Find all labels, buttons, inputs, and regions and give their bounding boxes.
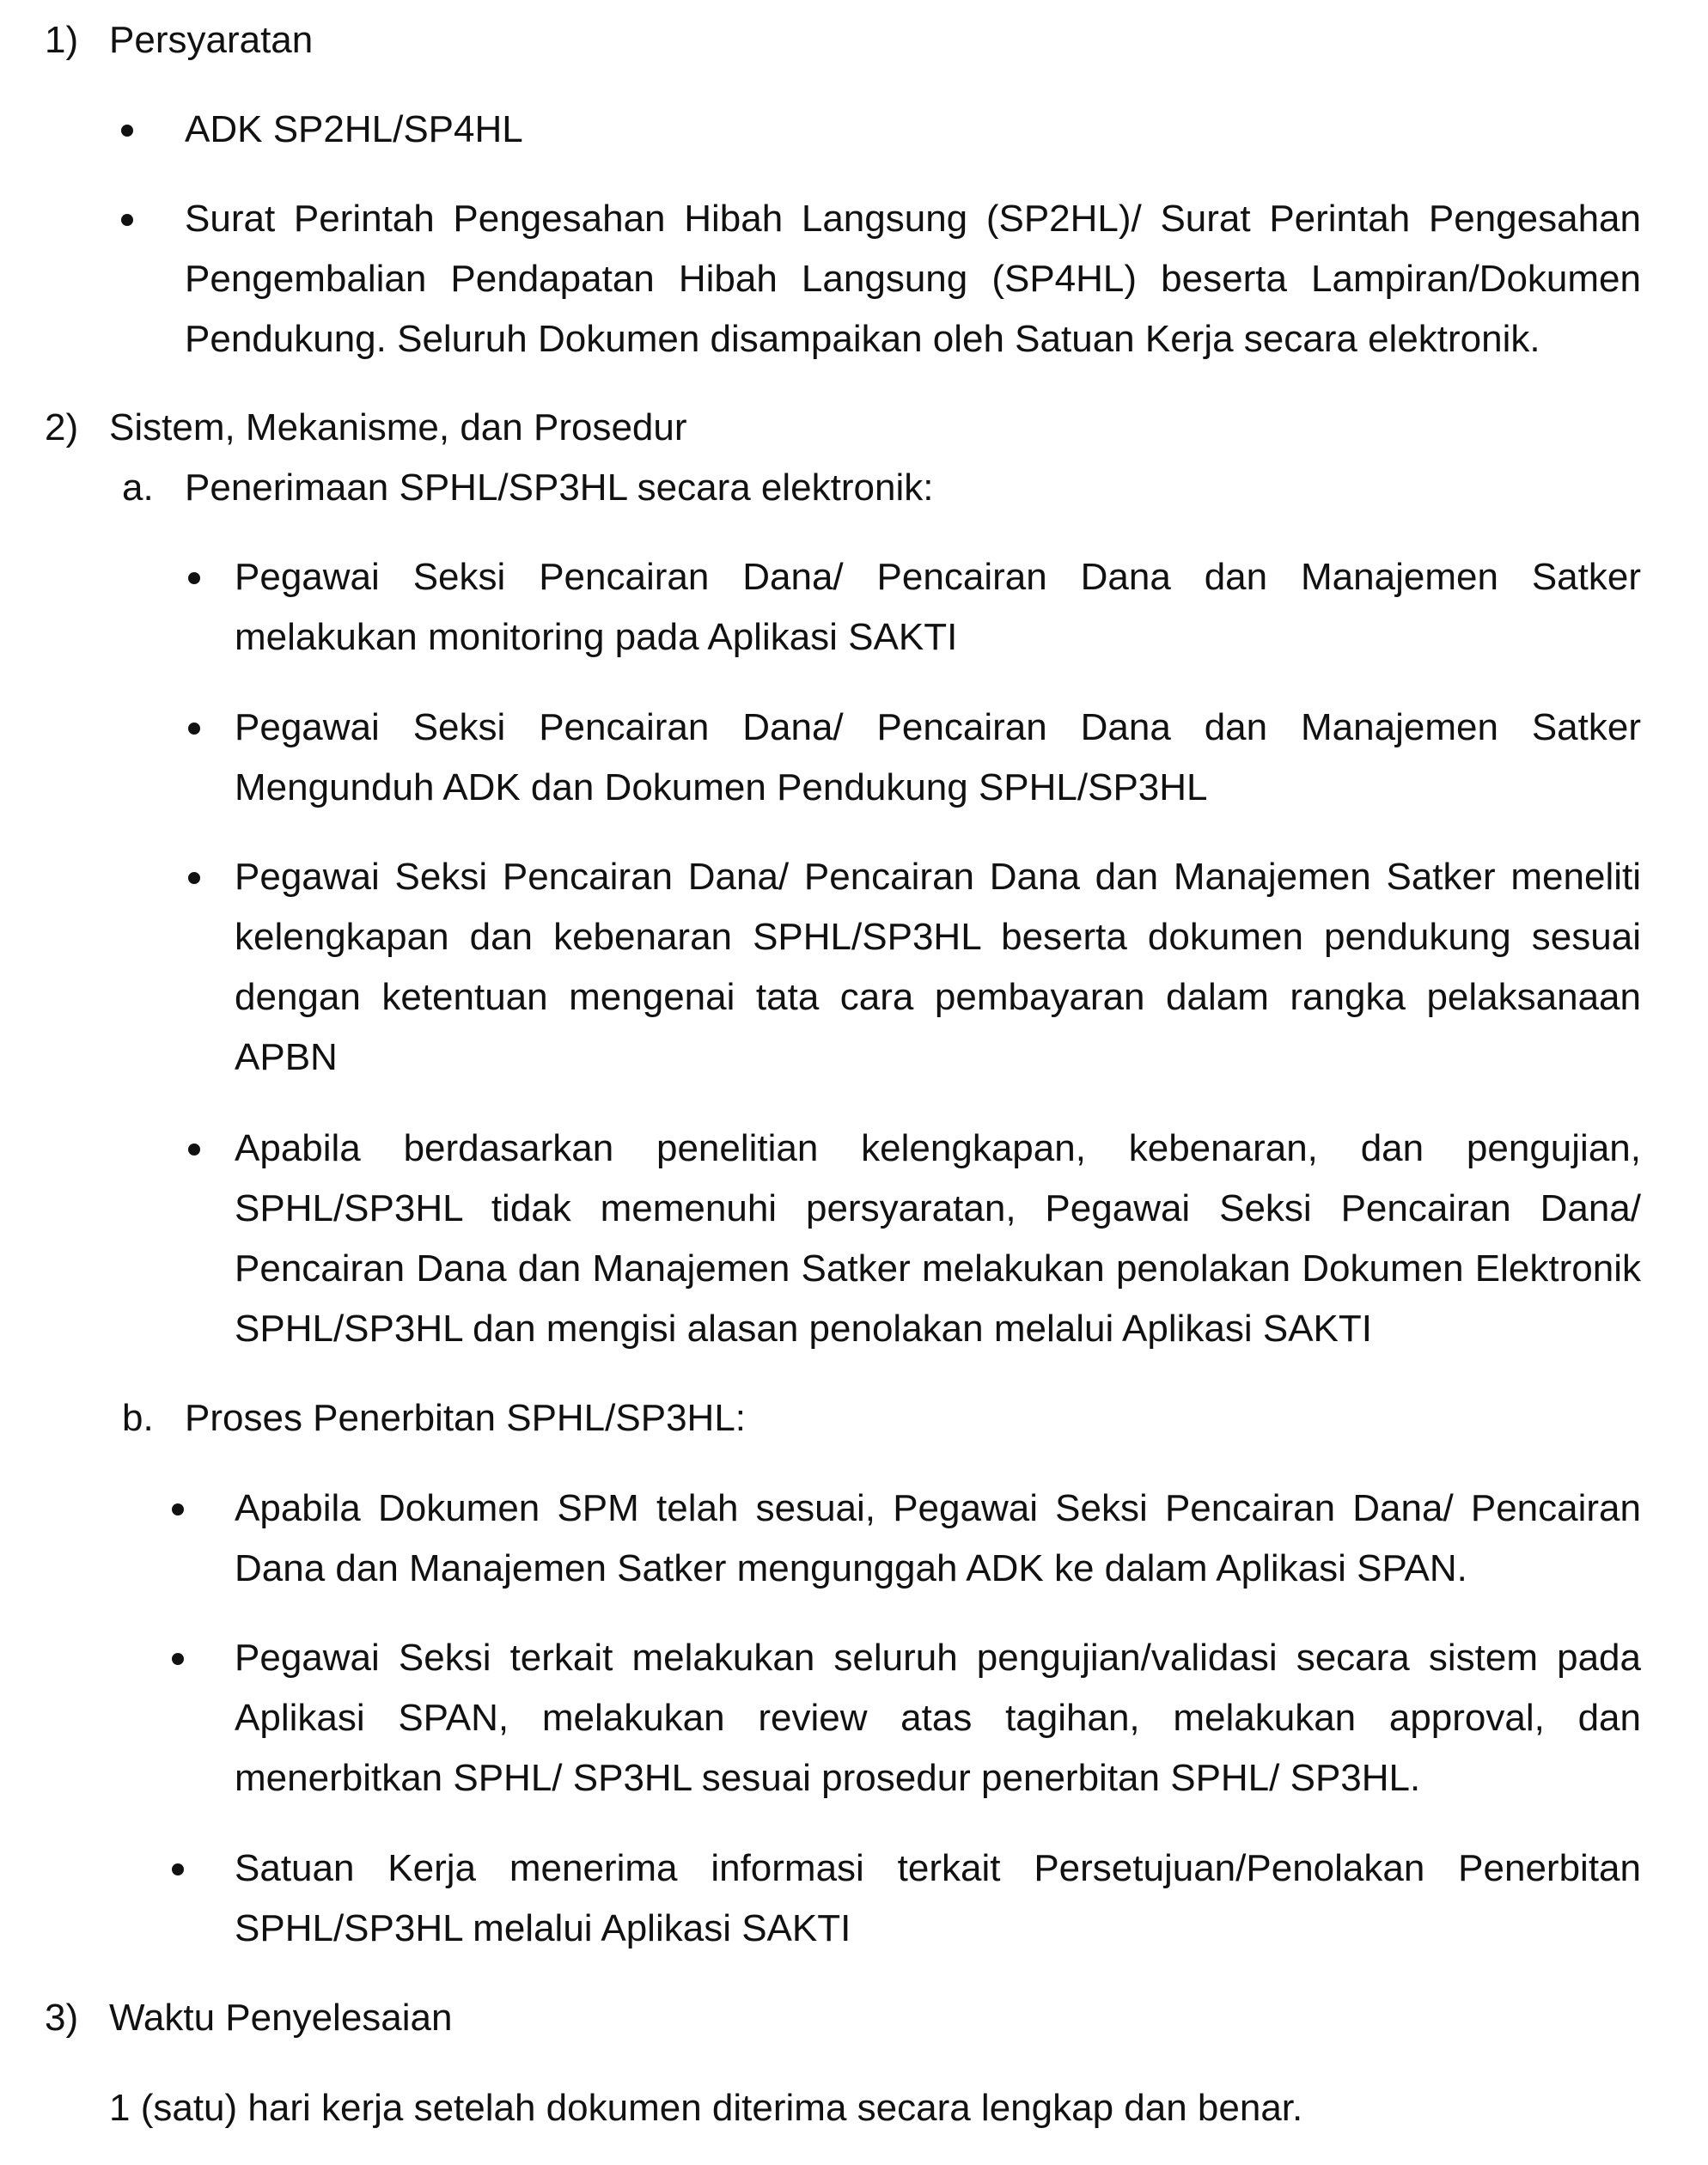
section-title: Persyaratan: [109, 19, 314, 61]
bullet-icon: [172, 1653, 184, 1665]
list-item: [0, 1628, 1708, 1808]
list-item-text: Satuan Kerja menerima informasi terkait Persetujuan/Penolakan Penerbitan SPHL/SP3HL melalui Aplikasi SAKTI: [235, 1847, 1641, 1949]
subsection-letter: b.: [122, 1397, 154, 1439]
section-body: [0, 2078, 1708, 2138]
subsection-b-heading: [0, 1388, 1708, 1448]
list-item-text: Apabila Dokumen SPM telah sesuai, Pegawai Seksi Pencairan Dana/ Pencairan Dana dan Manajemen Satker mengunggah ADK ke dalam Aplikasi SPAN.: [235, 1487, 1641, 1589]
list-item: [0, 189, 1708, 369]
list-item-text: Pegawai Seksi Pencairan Dana/ Pencairan Dana dan Manajemen Satker melakukan monitoring pada Aplikasi SAKTI: [235, 556, 1641, 658]
list-item: [0, 100, 1708, 160]
list-item: [0, 1479, 1708, 1599]
section-title: Waktu Penyelesaian: [109, 1997, 453, 2039]
bullet-icon: [188, 1143, 200, 1156]
subsection-letter: a.: [122, 467, 154, 509]
section-number: 3): [45, 1997, 79, 2039]
subsection-a-heading: [0, 458, 1708, 518]
bullet-icon: [121, 214, 133, 226]
bullet-icon: [121, 125, 133, 137]
section-2-heading: [0, 398, 1708, 458]
section-number: 1): [45, 19, 79, 61]
subsection-title: Proses Penerbitan SPHL/SP3HL:: [185, 1397, 747, 1439]
section-body-text: 1 (satu) hari kerja setelah dokumen diterima secara lengkap dan benar.: [109, 2087, 1303, 2129]
list-item-text: Pegawai Seksi Pencairan Dana/ Pencairan Dana dan Manajemen Satker Mengunduh ADK dan Dokumen Pendukung SPHL/SP3HL: [235, 706, 1641, 808]
list-item: [0, 847, 1708, 1088]
subsection-title: Penerimaan SPHL/SP3HL secara elektronik:: [185, 467, 934, 509]
bullet-icon: [188, 723, 200, 735]
bullet-icon: [188, 872, 200, 884]
list-item-text: Pegawai Seksi terkait melakukan seluruh pengujian/validasi secara sistem pada Aplikasi SPAN, melakukan review atas tagihan, melakukan approval, dan menerbitkan SPHL/ SP3HL sesuai prosedur penerbitan SPHL/ SP3HL.: [235, 1637, 1641, 1799]
list-item: [0, 547, 1708, 668]
section-title: Sistem, Mekanisme, dan Prosedur: [109, 406, 687, 448]
list-item-text: Pegawai Seksi Pencairan Dana/ Pencairan Dana dan Manajemen Satker meneliti kelengkapan dan kebenaran SPHL/SP3HL beserta dokumen pendukung sesuai dengan ketentuan mengenai tata cara pembayaran dalam rangka pelaksanaan APBN: [235, 856, 1641, 1078]
list-item: [0, 1119, 1708, 1359]
section-number: 2): [45, 406, 79, 448]
section-1-heading: [0, 10, 1708, 70]
list-item-text: Apabila berdasarkan penelitian kelengkapan, kebenaran, dan pengujian, SPHL/SP3HL tidak memenuhi persyaratan, Pegawai Seksi Pencairan Dana/ Pencairan Dana dan Manajemen Satker melakukan penolakan Dokumen Elektronik SPHL/SP3HL dan mengisi alasan penolakan melalui Aplikasi SAKTI: [235, 1127, 1641, 1350]
list-item-text: ADK SP2HL/SP4HL: [185, 108, 523, 150]
bullet-icon: [188, 572, 200, 584]
bullet-icon: [172, 1503, 184, 1516]
bullet-icon: [172, 1863, 184, 1875]
list-item-text: Surat Perintah Pengesahan Hibah Langsung (SP2HL)/ Surat Perintah Pengesahan Pengembalian Pendapatan Hibah Langsung (SP4HL) beserta Lampiran/Dokumen Pendukung. Seluruh Dokumen disampaikan oleh Satuan Kerja secara elektronik.: [185, 198, 1641, 360]
list-item: [0, 698, 1708, 818]
list-item: [0, 1839, 1708, 1959]
section-3-heading: [0, 1988, 1708, 2048]
